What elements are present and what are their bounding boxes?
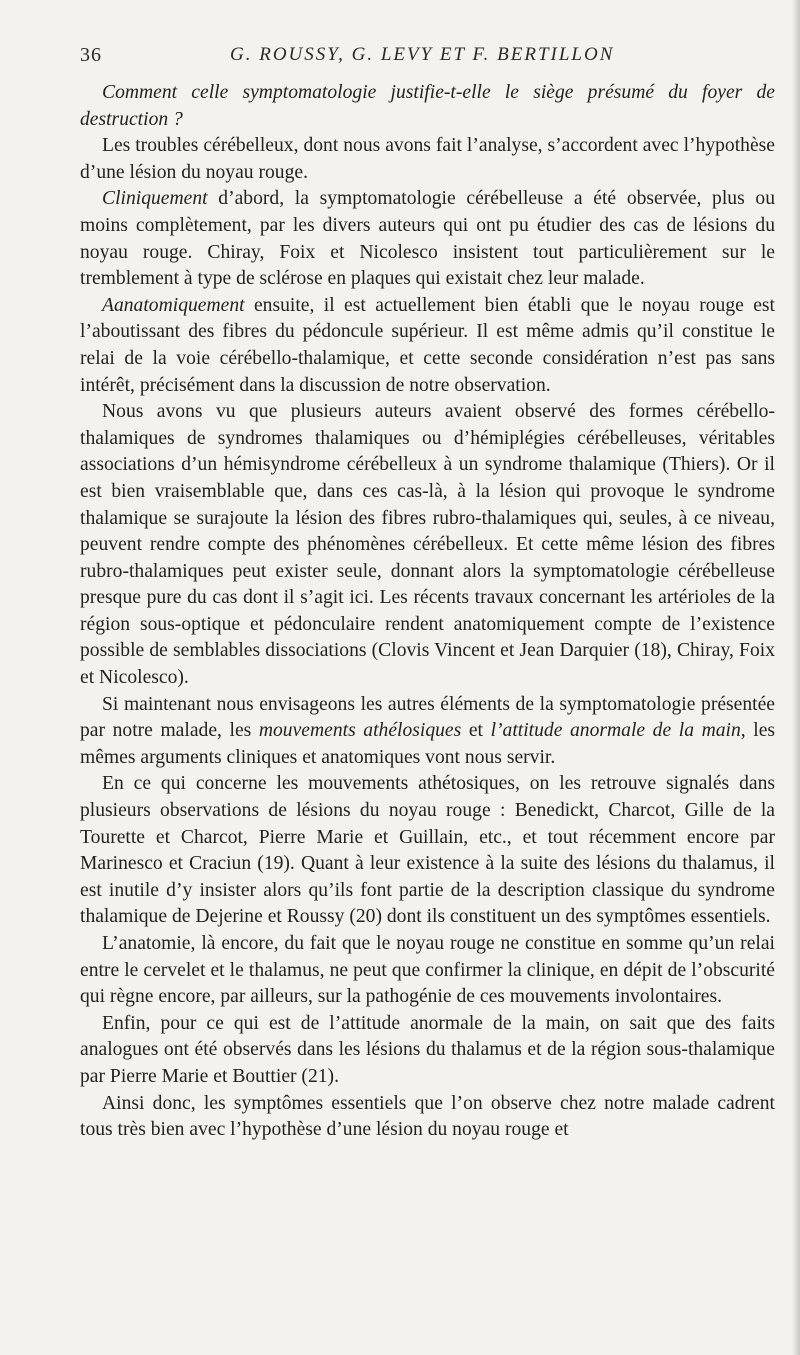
paragraph-text: Ainsi donc, les symptômes essentiels que l’on observe chez notre malade cadrent tous très bien avec l’hypothèse d’une lésion du noyau rouge et xyxy=(80,1092,775,1141)
body-text xyxy=(80,80,775,1144)
paragraph-text: ensuite, il est actuellement bien établi que le noyau rouge est l’aboutissant des fibres du pédoncule supérieur. Il est même admis qu’il constitue le relai de la voie cérébello-thalamique, et cette seconde considération n’est pas sans intérêt, précisément dans la discussion de notre observation. xyxy=(80,294,775,396)
paragraph xyxy=(80,133,775,186)
paragraph-lead-italic: Aanatomiquement xyxy=(102,294,245,316)
paragraph xyxy=(80,692,775,772)
page-edge-shadow xyxy=(792,0,800,1355)
paragraph-text: d’abord, la symptomatologie cérébelleuse a été observée, plus ou moins complètement, par les divers auteurs qui ont pu étudier des cas de lésions du noyau rouge. Chiray, Foix et Nicolesco insistent tout particulièrement sur le tremblement à type de sclérose en plaques qui existait chez leur malade. xyxy=(80,188,775,290)
paragraph xyxy=(80,1091,775,1144)
paragraph-text: En ce qui concerne les mouvements athétosiques, on les retrouve signalés dans plusieurs observations de lésions du noyau rouge : Benedickt, Charcot, Gille de la Tourette et Charcot, Pierre Marie et Guillain, etc., et tout récemment encore par Marinesco et Craciun (19). Quant à leur existence à la suite des lésions du thalamus, il est inutile d’y insister alors qu’ils font partie de la description classique du syndrome thalamique de Dejerine et Roussy (20) dont ils constituent un des symptômes essentiels. xyxy=(80,773,775,928)
paragraph xyxy=(80,399,775,692)
paragraph-text: Les troubles cérébelleux, dont nous avons fait l’analyse, s’accordent avec l’hypothèse d’une lésion du noyau rouge. xyxy=(80,135,775,183)
paragraph-question xyxy=(80,80,775,133)
paragraph-mid-italic-2: l’attitude anormale de la main xyxy=(490,720,741,742)
paragraph-text: Enfin, pour ce qui est de l’attitude anormale de la main, on sait que des faits analogues ont été observés dans les lésions du thalamus et de la région sous-thalamique par Pierre Marie et Bouttier (21). xyxy=(80,1012,775,1087)
paragraph xyxy=(80,771,775,931)
paragraph xyxy=(80,931,775,1011)
paragraph-tail-text: , les mêmes arguments cliniques et anatomiques vont nous servir. xyxy=(80,720,776,768)
paragraph-mid-text: et xyxy=(461,720,491,742)
paragraph-text: L’anatomie, là encore, du fait que le noyau rouge ne constitue en somme qu’un relai entre le cervelet et le thalamus, ne peut que confirmer la clinique, en dépit de l’obscurité qui règne encore, par ailleurs, sur la pathogénie de ces mouvements involontaires. xyxy=(80,933,775,1008)
paragraph-mid-italic: mouvements athélosiques xyxy=(258,720,462,742)
page-number: 36 xyxy=(80,44,102,66)
paragraph-text: Nous avons vu que plusieurs auteurs avaient observé des formes cérébello-thalamiques de syndromes thalamiques ou d’hémiplégies cérébelleuses, véritables associations d’un hémisyndrome cérébelleux à un syndrome thalamique (Thiers). Or il est bien vraisemblable que, dans ces cas-là, à la lésion qui provoque le syndrome thalamique se surajoute la lésion des fibres rubro-thalamiques qui, seules, à ce niveau, peuvent rendre compte des phénomènes cérébelleux. Et cette même lésion des fibres rubro-thalamiques peut exister seule, donnant alors la symptomatologie cérébelleuse presque pure du cas dont il s’agit ici. Les récents travaux concernant les artérioles de la région sous-optique et pédonculaire rendent anatomiquement compte de l’existence possible de semblables dissociations (Clovis Vincent et Jean Darquier (18), Chiray, Foix et Nicolesco). xyxy=(80,401,775,689)
running-head: G. ROUSSY, G. LEVY ET F. BERTILLON xyxy=(230,44,615,65)
paragraph xyxy=(80,293,775,399)
paragraph xyxy=(80,186,775,292)
paragraph xyxy=(80,1011,775,1091)
paragraph-lead-italic: Cliniquement xyxy=(102,188,208,210)
paragraph-text: Si maintenant nous envisageons les autres éléments de la symptomatologie présentée par notre malade, les xyxy=(80,693,775,742)
page-header xyxy=(80,44,720,74)
question-italic: Comment celle symptomatologie justifie-t-elle le siège présumé du foyer de destruction ? xyxy=(80,82,775,130)
